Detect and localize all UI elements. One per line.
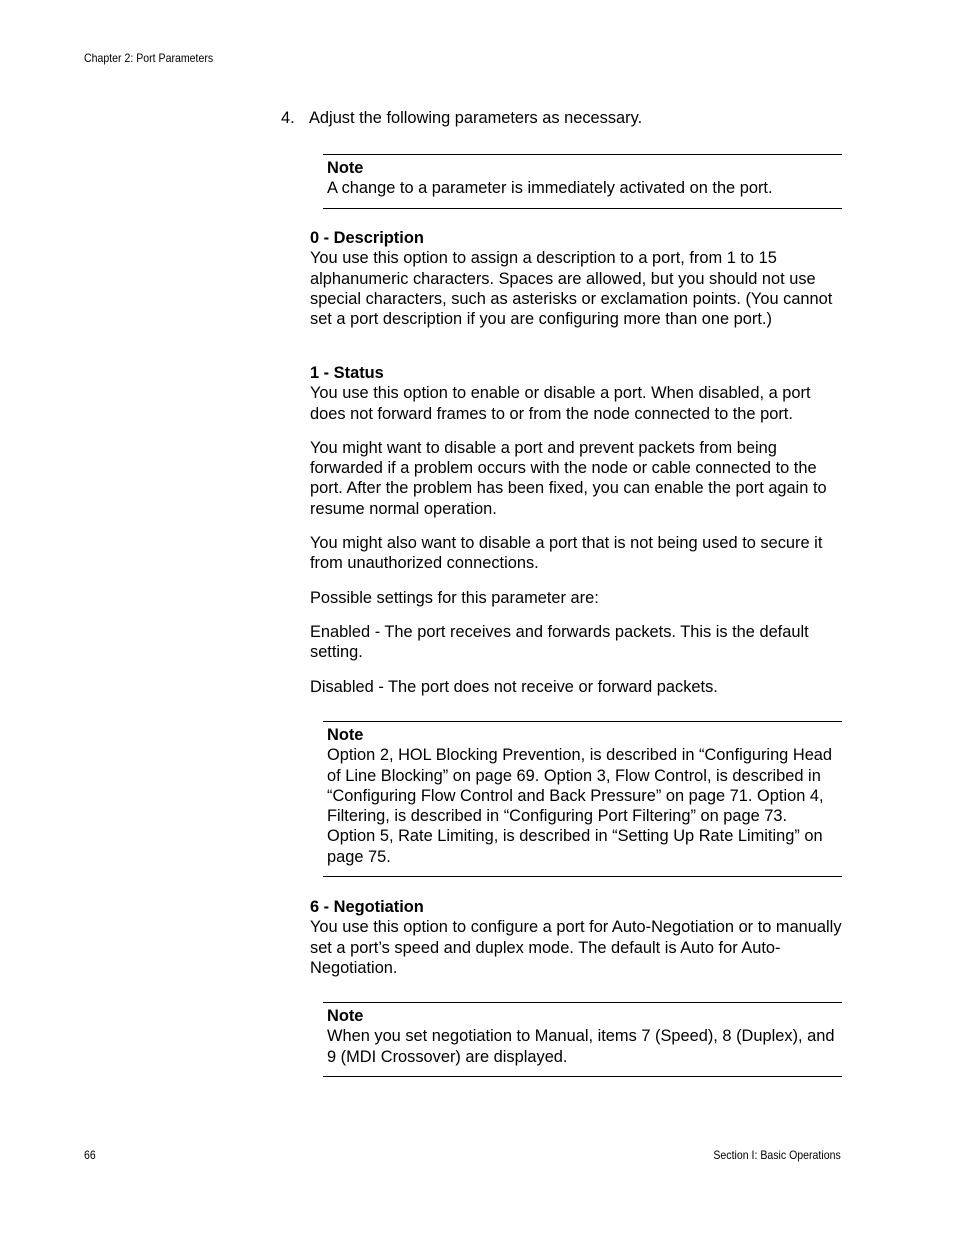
note-text: When you set negotiation to Manual, items 7 (Speed), 8 (Duplex), and 9 (MDI Crossover) are displayed. xyxy=(327,1027,835,1066)
section-paragraph: You use this option to enable or disable a port. When disabled, a port does not forward frames to or from the node connected to the port. xyxy=(310,384,811,423)
section-heading: 6 - Negotiation xyxy=(310,898,424,916)
step-number: 4. xyxy=(281,109,295,127)
section-paragraph: You might also want to disable a port that is not being used to secure it from unauthorized connections. xyxy=(310,534,823,573)
page-number: 66 xyxy=(84,1148,96,1162)
note-text: Option 2, HOL Blocking Prevention, is described in “Configuring Head of Line Blocking” on page 69. Option 3, Flow Control, is described in “Configuring Flow Control and Back Pressure” on page 71. Option 4, Filtering, is described in “Configuring Port Filtering” on page 73. Option 5, Rate Limiting, is described in “Setting Up Rate Limiting” on page 75. xyxy=(327,746,833,866)
section-heading: 1 - Status xyxy=(310,364,384,382)
section-description xyxy=(310,228,842,329)
note-text: A change to a parameter is immediately activated on the port. xyxy=(327,179,773,198)
section-status xyxy=(310,363,842,697)
section-paragraph: Disabled - The port does not receive or forward packets. xyxy=(310,677,718,696)
running-header: Chapter 2: Port Parameters xyxy=(84,51,214,65)
section-negotiation xyxy=(310,897,842,978)
section-paragraph: Enabled - The port receives and forwards packets. This is the default setting. xyxy=(310,622,809,662)
section-paragraph: You use this option to assign a description to a port, from 1 to 15 alphanumeric characters. Spaces are allowed, but you should not use special characters, such as asterisks or exclamation points. (You cannot set a port description if you are configuring more than one port.) xyxy=(310,249,833,329)
note-title: Note xyxy=(327,159,364,177)
section-paragraph: Possible settings for this parameter are: xyxy=(310,588,599,607)
section-paragraph: You use this option to configure a port for Auto-Negotiation or to manually set a port’s speed and duplex mode. The default is Auto for Auto-Negotiation. xyxy=(310,918,842,977)
note-title: Note xyxy=(327,726,364,744)
note-box-1 xyxy=(323,154,842,209)
section-paragraph: You might want to disable a port and prevent packets from being forwarded if a problem occurs with the node or cable connected to the port. After the problem has been fixed, you can enable the port again to resume normal operation. xyxy=(310,438,827,518)
note-box-2 xyxy=(323,721,842,877)
step-4 xyxy=(281,108,841,128)
section-heading: 0 - Description xyxy=(310,229,424,247)
section-footer: Section I: Basic Operations xyxy=(713,1148,841,1162)
step-text: Adjust the following parameters as necessary. xyxy=(309,109,643,127)
note-title: Note xyxy=(327,1007,364,1025)
note-box-3 xyxy=(323,1002,842,1077)
